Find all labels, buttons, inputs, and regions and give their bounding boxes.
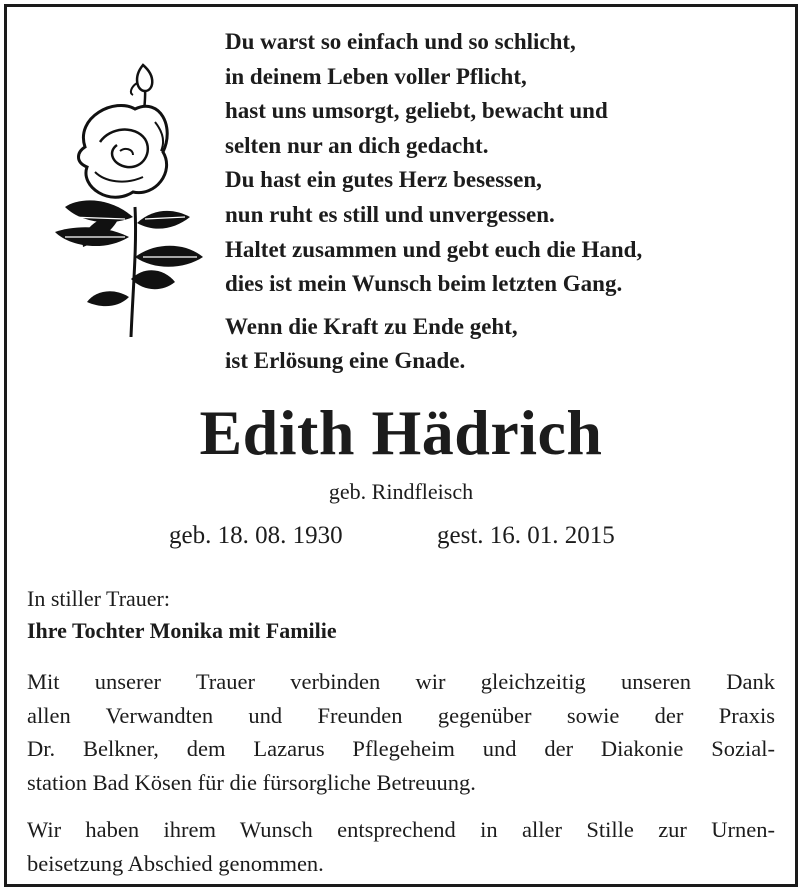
- thanks-paragraph: [27, 665, 775, 799]
- rose-icon: [25, 47, 215, 347]
- poem-line: Wenn die Kraft zu Ende geht,: [225, 313, 518, 339]
- paragraph-line: Dr. Belkner, dem Lazarus Pflegeheim und der Diakonie Sozial-: [27, 736, 775, 761]
- birth-name: geb. Rindfleisch: [328, 479, 474, 504]
- poem: [225, 25, 785, 379]
- poem-line: ist Erlösung eine Gnade.: [225, 348, 466, 374]
- birth-date: geb. 18. 08. 1930: [169, 522, 343, 549]
- poem-line: nun ruht es still und unvergessen.: [225, 201, 555, 227]
- paragraph-line: Wir haben ihrem Wunsch entsprechend in aller Stille zur Urnen-: [27, 817, 775, 842]
- poem-line: in deinem Leben voller Pflicht,: [225, 63, 527, 89]
- death-date: gest. 16. 01. 2015: [437, 522, 615, 549]
- deceased-name: Edith Hädrich: [199, 397, 603, 468]
- paragraph-line: station Bad Kösen für die fürsorgliche Betreuung.: [27, 769, 476, 795]
- paragraph-line: Mit unserer Trauer verbinden wir gleichzeitig unseren Dank: [27, 669, 775, 694]
- mourners-family: Ihre Tochter Monika mit Familie: [27, 618, 337, 643]
- paragraph-line: beisetzung Abschied genommen.: [27, 850, 324, 876]
- burial-paragraph: [27, 813, 775, 880]
- poem-line: Du hast ein gutes Herz besessen,: [225, 167, 542, 193]
- poem-line: Du warst so einfach und so schlicht,: [225, 29, 576, 54]
- mourning-intro: In stiller Trauer:: [27, 586, 170, 611]
- paragraph-line: allen Verwandten und Freunden gegenüber sowie der Praxis: [27, 702, 775, 728]
- poem-line: selten nur an dich gedacht.: [225, 132, 489, 158]
- poem-line: hast uns umsorgt, geliebt, bewacht und: [225, 98, 608, 124]
- obituary-notice: [4, 4, 798, 887]
- poem-line: dies ist mein Wunsch beim letzten Gang.: [225, 271, 623, 297]
- poem-line: Haltet zusammen und gebt euch die Hand,: [225, 236, 643, 262]
